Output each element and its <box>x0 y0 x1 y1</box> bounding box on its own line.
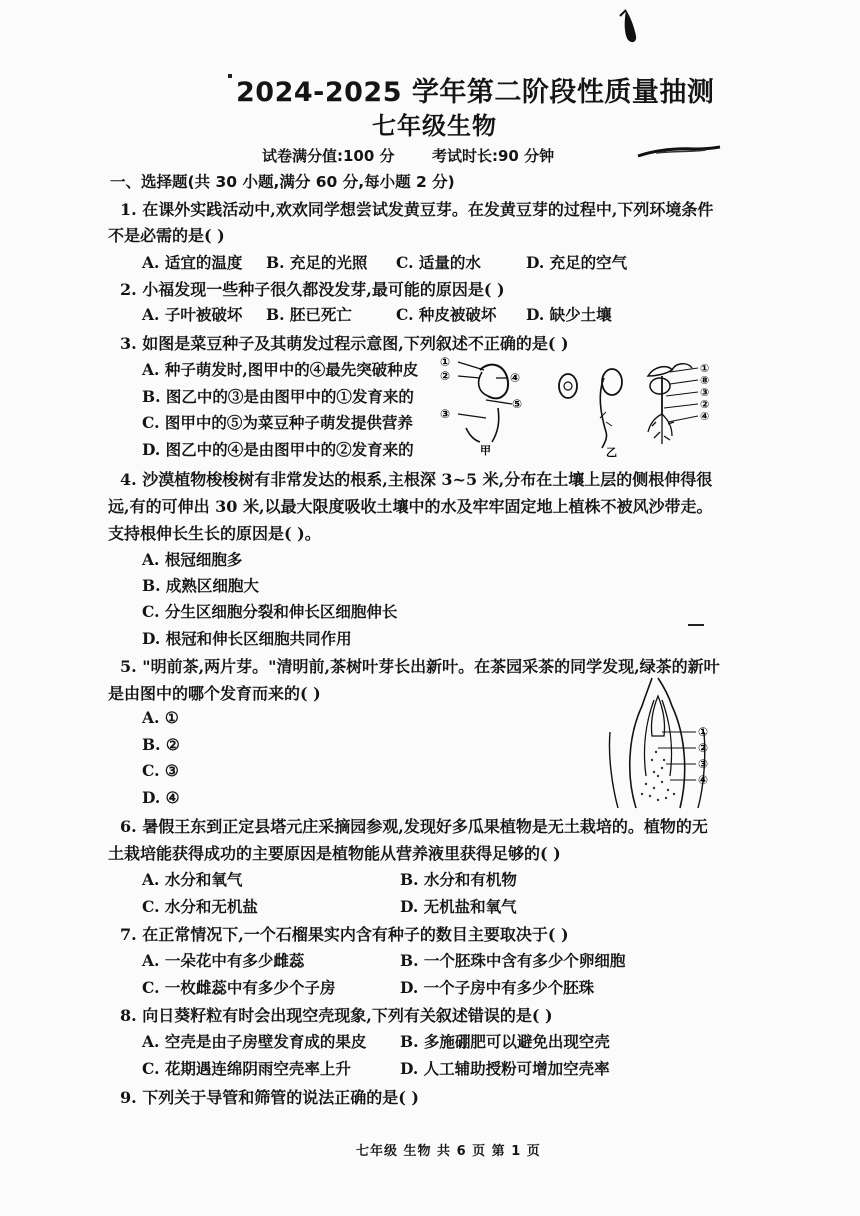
page-footer: 七年级 生物 共 6 页 第 1 页 <box>356 1144 541 1159</box>
question-4-option-d: D. 根冠和伸长区细胞共同作用 <box>142 629 352 648</box>
question-8-option-d: D. 人工辅助授粉可增加空壳率 <box>400 1059 610 1078</box>
question-4-line-1: 4. 沙漠植物梭梭树有非常发达的根系,主根深 3~5 米,分布在土壤上层的侧根伸得很 <box>120 470 713 489</box>
question-2-line-1: 2. 小福发现一些种子很久都没发芽,最可能的原因是( ) <box>120 280 505 299</box>
exam-subject: 七年级生物 <box>372 112 497 140</box>
bud-label-4: ④ <box>698 773 709 787</box>
yi-label-3: ③ <box>700 386 710 399</box>
jia-label-1: ① <box>440 355 451 369</box>
question-6-option-b: B. 水分和有机物 <box>400 870 517 889</box>
question-7-line-1: 7. 在正常情况下,一个石榴果实内含有种子的数目主要取决于( ) <box>120 925 569 944</box>
question-5-option-d: D. ④ <box>142 788 180 807</box>
dash-mark <box>688 624 704 626</box>
question-3-line-1: 3. 如图是菜豆种子及其萌发过程示意图,下列叙述不正确的是( ) <box>120 334 569 353</box>
jia-caption: 甲 <box>480 444 491 457</box>
question-1-option-b: B. 充足的光照 <box>266 253 368 272</box>
question-2-option-d: D. 缺少土壤 <box>526 305 612 324</box>
question-7-option-c: C. 一枚雌蕊中有多少个子房 <box>142 978 336 997</box>
question-2-option-a: A. 子叶被破坏 <box>142 305 243 324</box>
question-2-option-b: B. 胚已死亡 <box>266 305 352 324</box>
question-5-option-b: B. ② <box>142 735 180 754</box>
question-8-option-c: C. 花期遇连绵阴雨空壳率上升 <box>142 1059 351 1078</box>
question-3-option-c: C. 图甲中的⑤为菜豆种子萌发提供营养 <box>142 413 413 432</box>
question-6-line-1: 6. 暑假王东到正定县塔元庄采摘园参观,发现好多瓜果植物是无土栽培的。植物的无 <box>120 817 708 836</box>
question-5-option-a: A. ① <box>142 708 179 727</box>
question-3-option-a: A. 种子萌发时,图甲中的④最先突破种皮 <box>142 360 419 379</box>
yi-caption: 乙 <box>606 446 617 459</box>
question-7-option-d: D. 一个子房中有多少个胚珠 <box>400 978 595 997</box>
question-4-line-3: 支持根伸长生长的原因是( )。 <box>108 524 321 543</box>
jia-label-3: ③ <box>440 407 451 421</box>
question-6-option-c: C. 水分和无机盐 <box>142 897 258 916</box>
section-heading: 一、选择题(共 30 小题,满分 60 分,每小题 2 分) <box>110 173 455 191</box>
dot-mark <box>228 74 232 78</box>
question-7-option-a: A. 一朵花中有多少雌蕊 <box>142 951 305 970</box>
question-4-line-2: 远,有的可伸出 30 米,以最大限度吸收土壤中的水及牢牢固定地上植株不被风沙带走。 <box>108 497 713 516</box>
question-8-line-1: 8. 向日葵籽粒有时会出现空壳现象,下列有关叙述错误的是( ) <box>120 1006 553 1025</box>
question-8-option-b: B. 多施硼肥可以避免出现空壳 <box>400 1032 610 1051</box>
bud-label-2: ② <box>698 741 709 755</box>
question-1-line-1: 1. 在课外实践活动中,欢欢同学想尝试发黄豆芽。在发黄豆芽的过程中,下列环境条件 <box>120 200 714 219</box>
question-9-line-1: 9. 下列关于导管和筛管的说法正确的是( ) <box>120 1088 419 1107</box>
question-5-line-1: 5. "明前茶,两片芽。"清明前,茶树叶芽长出新叶。在茶园采茶的同学发现,绿茶的新叶 <box>120 657 720 676</box>
question-4-option-c: C. 分生区细胞分裂和伸长区细胞伸长 <box>142 602 398 621</box>
exam-duration: 考试时长:90 分钟 <box>432 147 555 165</box>
question-4-option-b: B. 成熟区细胞大 <box>142 576 259 595</box>
jia-label-4: ④ <box>510 371 521 385</box>
jia-label-2: ② <box>440 369 451 383</box>
question-1-option-d: D. 充足的空气 <box>526 253 628 272</box>
question-3-option-b: B. 图乙中的③是由图甲中的①发育来的 <box>142 387 414 406</box>
bean-seed-diagram <box>436 352 720 464</box>
bud-label-3: ③ <box>698 757 709 771</box>
yi-label-2: ⑧ <box>700 374 710 387</box>
yi-label-1: ① <box>700 362 710 375</box>
question-1-option-a: A. 适宜的温度 <box>142 253 243 272</box>
question-3-option-d: D. 图乙中的④是由图甲中的②发育来的 <box>142 440 414 459</box>
germination-stages <box>559 369 622 459</box>
yi-label-5: ④ <box>700 410 710 423</box>
question-5-line-2: 是由图中的哪个发育而来的( ) <box>108 684 321 703</box>
question-7-option-b: B. 一个胚珠中含有多少个卵细胞 <box>400 951 626 970</box>
question-4-option-a: A. 根冠细胞多 <box>142 550 243 569</box>
question-6-line-2: 土栽培能获得成功的主要原因是植物能从营养液里获得足够的( ) <box>108 844 561 863</box>
jia-label-5: ⑤ <box>512 397 523 411</box>
question-5-option-c: C. ③ <box>142 761 179 780</box>
bud-label-1: ① <box>698 725 709 739</box>
full-score: 试卷满分值:100 分 <box>262 147 395 165</box>
question-8-option-a: A. 空壳是由子房壁发育成的果皮 <box>142 1032 367 1051</box>
question-2-option-c: C. 种皮被破坏 <box>396 305 497 324</box>
exam-title: 2024-2025 学年第二阶段性质量抽测 <box>236 77 715 108</box>
question-1-line-2: 不是必需的是( ) <box>108 226 225 245</box>
seed-figure-jia <box>440 355 522 457</box>
leaf-bud-diagram <box>596 676 720 816</box>
scribble-mark-icon <box>636 144 722 160</box>
question-1-option-c: C. 适量的水 <box>396 253 481 272</box>
question-6-option-a: A. 水分和氧气 <box>142 870 243 889</box>
yi-label-4: ② <box>700 398 710 411</box>
corner-mark-icon <box>612 6 646 46</box>
question-6-option-d: D. 无机盐和氧气 <box>400 897 517 916</box>
seedling-figure-yi <box>648 362 709 444</box>
